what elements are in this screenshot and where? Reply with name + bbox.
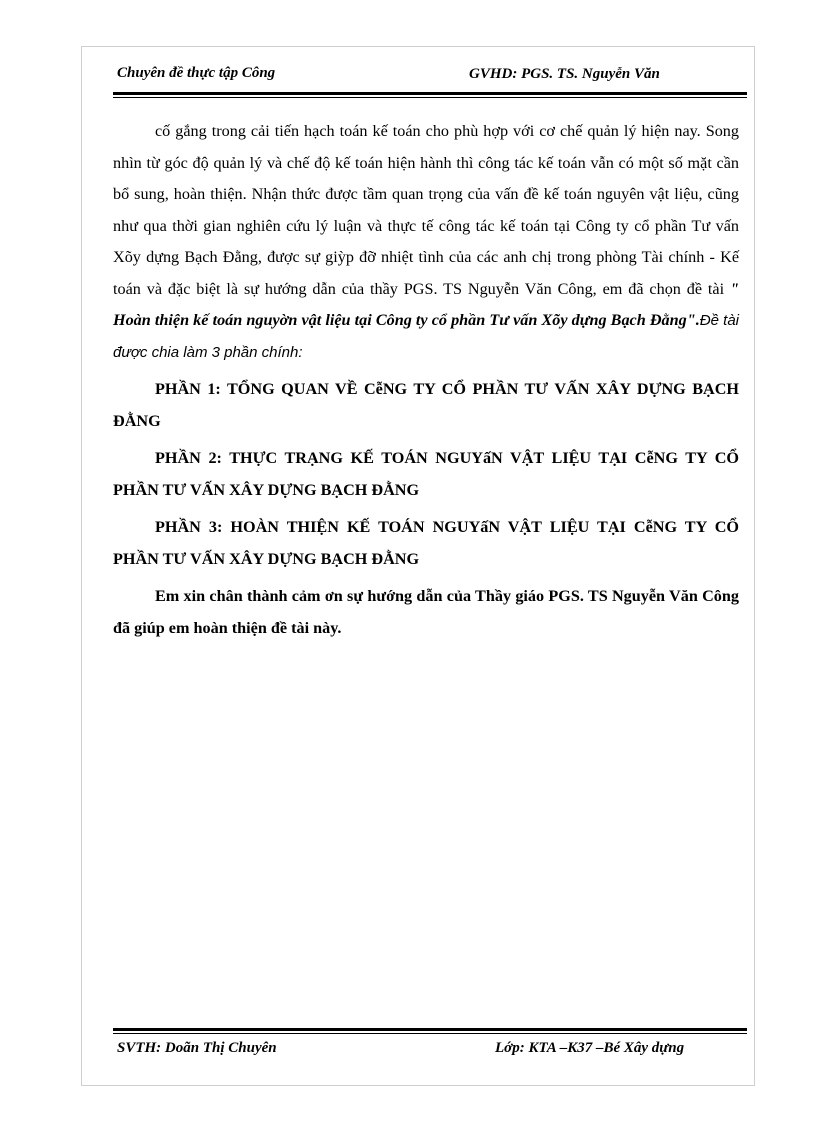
- footer-rule-thick: [113, 1028, 747, 1031]
- part-2: PHẦN 2: THỰC TRẠNG KẾ TOÁN NGUYấN VẬT LIỆU TẠI CễNG TY CỔ PHẦN TƯ VẤN XÂY DỰNG BẠCH ĐẰNG: [113, 449, 739, 499]
- page-header: [113, 64, 747, 104]
- intro-title: " Hoàn thiện kế toán nguyờn vật liệu tại Công ty cổ phần Tư vấn Xõy dựng Bạch Đằng".: [113, 279, 739, 329]
- page-footer: [113, 1028, 747, 1068]
- intro-paragraph: [113, 116, 739, 368]
- intro-tail: Đề tài được chia làm 3 phần chính:: [113, 312, 739, 361]
- footer-left-text: SVTH: Doãn Thị Chuyên: [117, 1040, 277, 1056]
- header-right-text: GVHD: PGS. TS. Nguyễn Văn: [469, 66, 660, 82]
- header-left-text: Chuyên đề thực tập Công: [117, 65, 276, 81]
- thanks-paragraph: Em xin chân thành cảm ơn sự hướng dẫn của Thầy giáo PGS. TS Nguyễn Văn Công đã giúp em hoàn thiện đề tài này.: [113, 587, 739, 637]
- intro-text: cố gắng trong cải tiến hạch toán kế toán cho phù hợp với cơ chế quản lý hiện nay. Song nhìn từ góc độ quản lý và chế độ kế toán hiện hành thì công tác kế toán vẫn có một số mặt cần bổ sung, hoàn thiện. Nhận thức được tầm quan trọng của vấn đề kế toán nguyên vật liệu, cũng như qua thời gian nghiên cứu lý luận và thực tế công tác kế toán tại Công ty cổ phần Tư vấn Xõy dựng Bạch Đằng, được sự giỳp đỡ nhiệt tình của các anh chị trong phòng Tài chính - Kế toán và đặc biệt là sự hướng dẫn của thầy PGS. TS Nguyễn Văn Công, em đã chọn đề tài: [113, 122, 739, 298]
- document-body: [113, 116, 739, 644]
- header-rule-thin: [113, 97, 747, 98]
- footer-right-text: Lớp: KTA –K37 –Bé Xây dựng: [495, 1040, 685, 1056]
- footer-rule-thin: [113, 1033, 747, 1034]
- header-rule-thick: [113, 92, 747, 95]
- part-1: PHẦN 1: TỔNG QUAN VỀ CễNG TY CỔ PHẦN TƯ VẤN XÂY DỰNG BẠCH ĐẰNG: [113, 380, 739, 430]
- part-3: PHẦN 3: HOÀN THIỆN KẾ TOÁN NGUYấN VẬT LIỆU TẠI CễNG TY CỔ PHẦN TƯ VẤN XÂY DỰNG BẠCH ĐẰNG: [113, 518, 739, 568]
